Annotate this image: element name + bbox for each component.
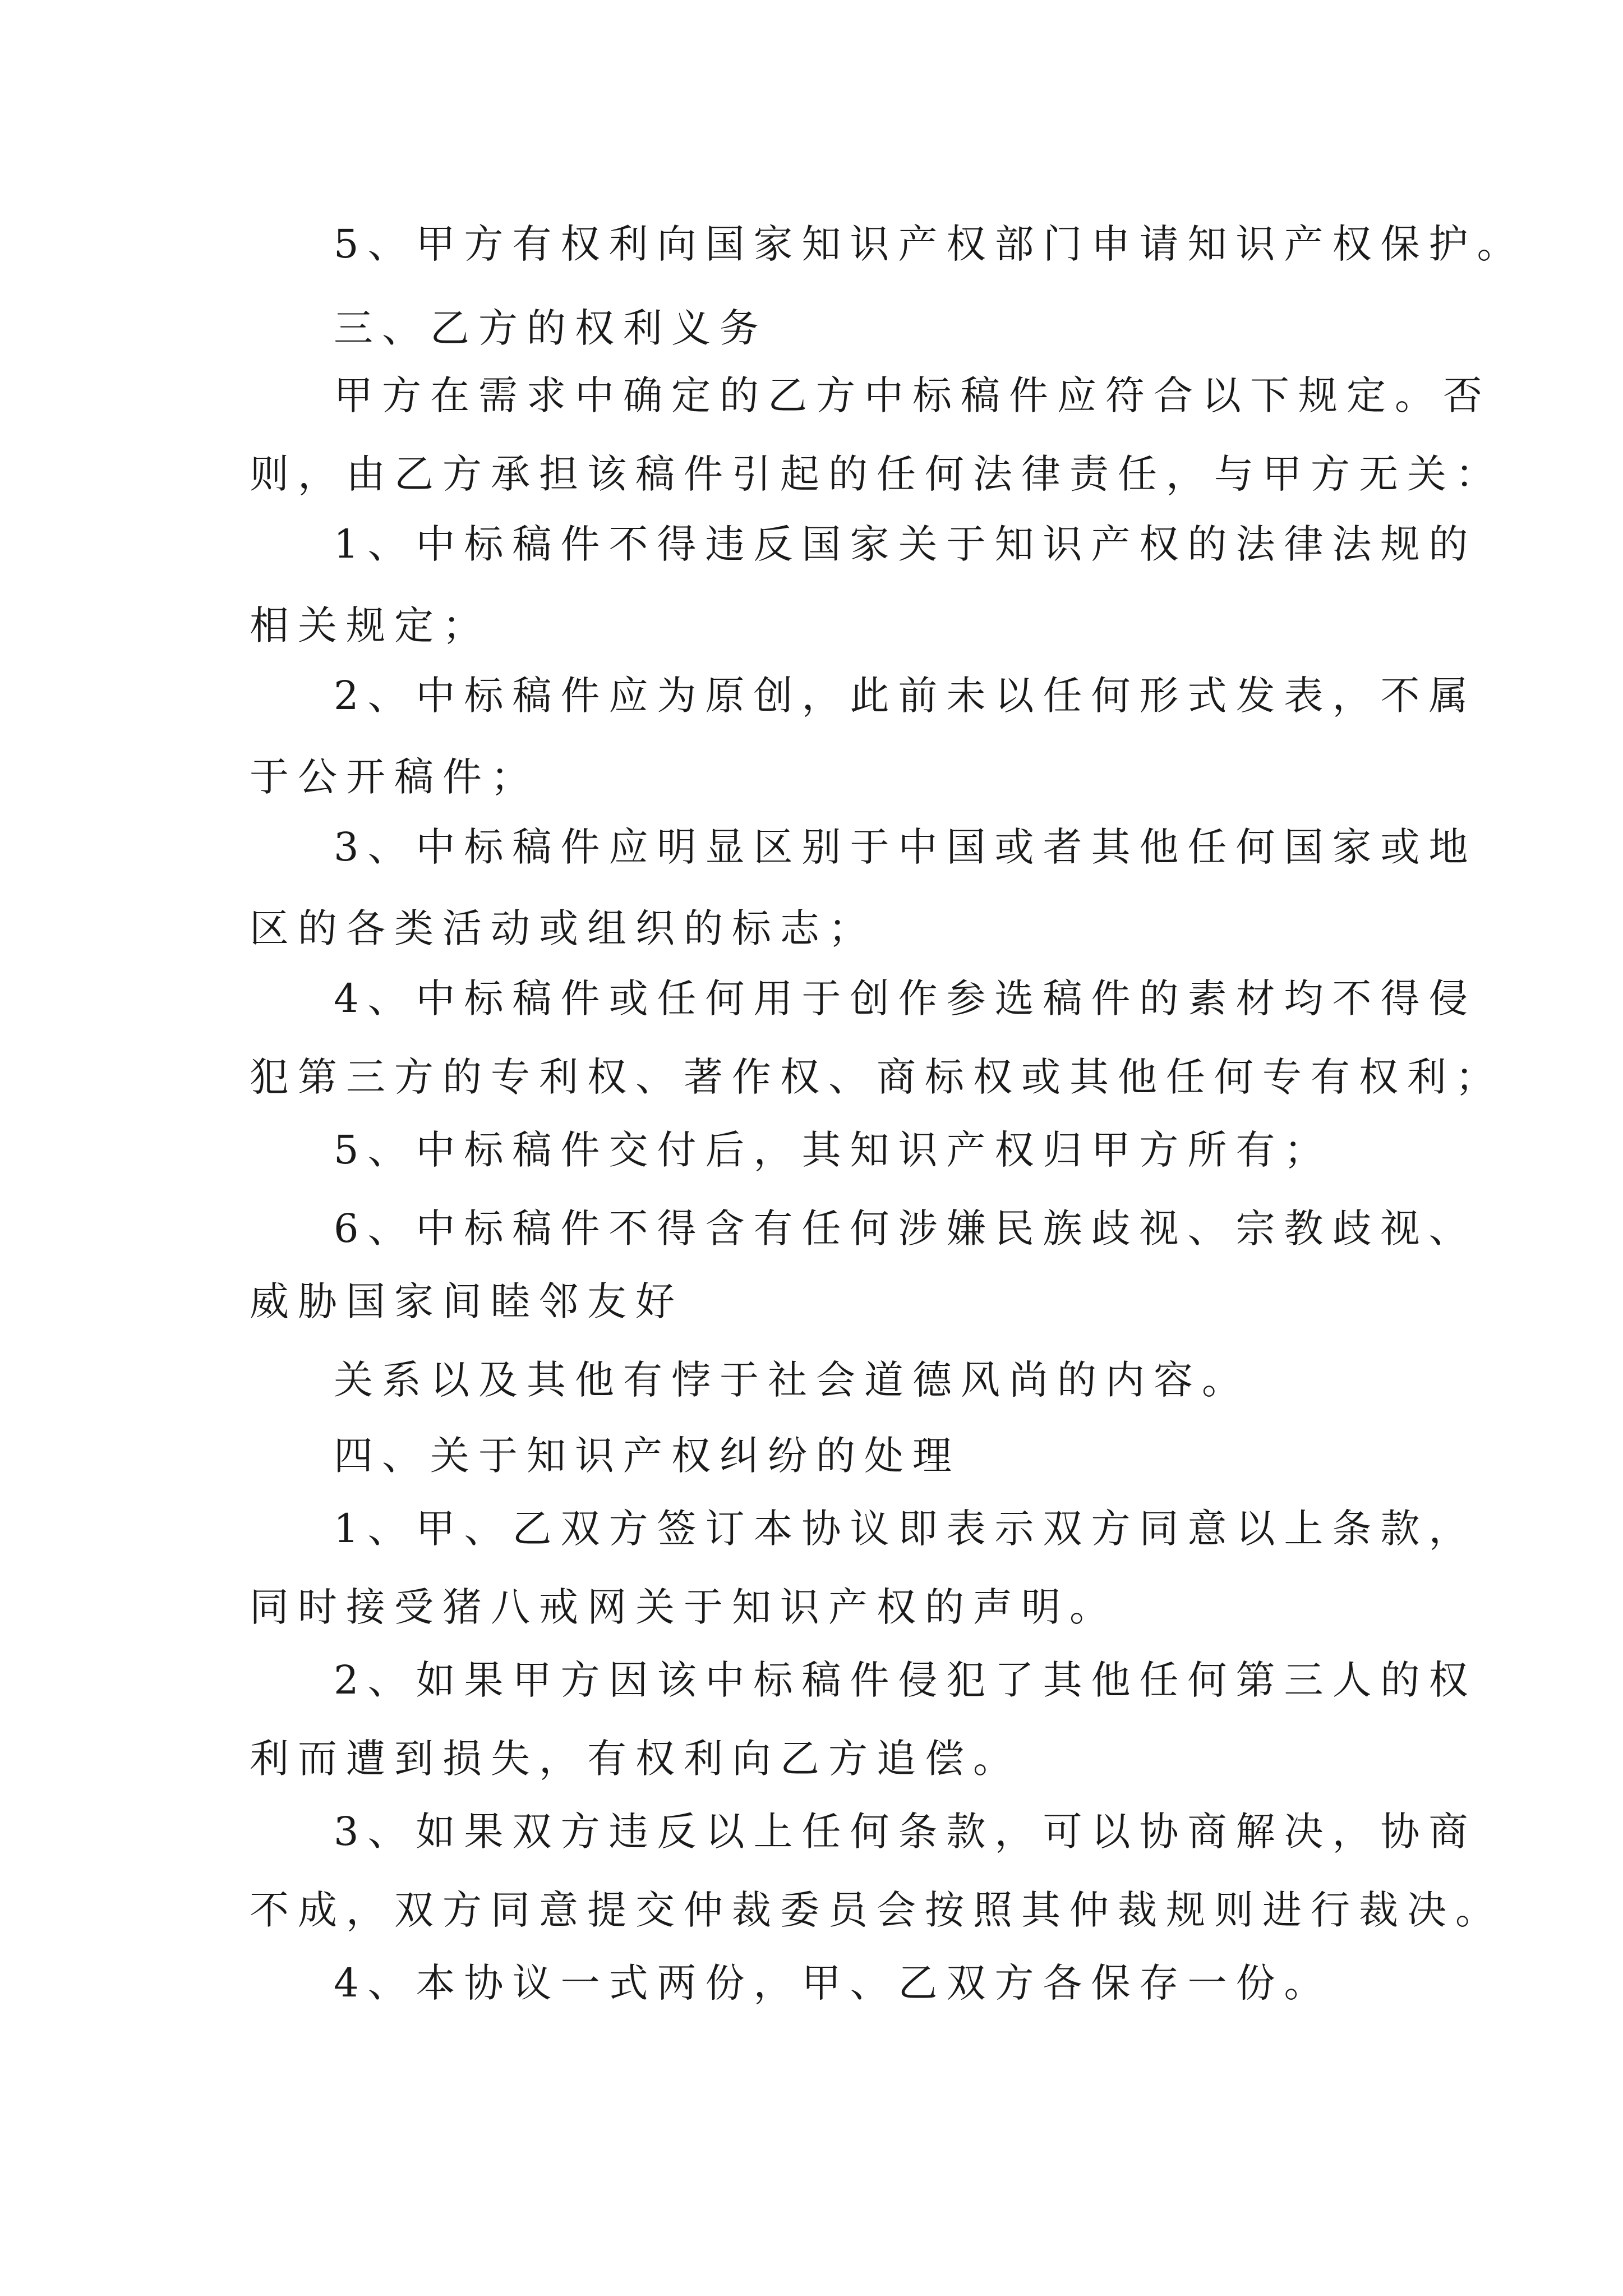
paragraph-line: 犯第三方的专利权、著作权、商标权或其他任何专有权利； [250, 1054, 1504, 1100]
paragraph-line: 3、如果双方违反以上任何条款，可以协商解决，协商 [334, 1809, 1477, 1855]
paragraph-line: 甲方在需求中确定的乙方中标稿件应符合以下规定。否 [334, 372, 1491, 418]
paragraph-line: 5、甲方有权利向国家知识产权部门申请知识产权保护。 [334, 221, 1525, 267]
paragraph-line: 相关规定； [250, 602, 491, 648]
paragraph-line: 2、中标稿件应为原创，此前未以任何形式发表，不属 [334, 673, 1477, 719]
paragraph-line: 4、中标稿件或任何用于创作参选稿件的素材均不得侵 [334, 976, 1477, 1022]
paragraph-line: 关系以及其他有悖于社会道德风尚的内容。 [334, 1357, 1250, 1403]
paragraph-line: 区的各类活动或组织的标志； [250, 905, 877, 951]
section-heading: 四、关于知识产权纠纷的处理 [334, 1433, 961, 1479]
paragraph-line: 威胁国家间睦邻友好 [250, 1278, 684, 1324]
paragraph-line: 则，由乙方承担该稿件引起的任何法律责任，与甲方无关： [250, 451, 1504, 497]
paragraph-line: 4、本协议一式两份，甲、乙双方各保存一份。 [334, 1960, 1332, 2006]
paragraph-line: 同时接受猪八戒网关于知识产权的声明。 [250, 1584, 1118, 1630]
paragraph-line: 不成，双方同意提交仲裁委员会按照其仲裁规则进行裁决。 [250, 1887, 1504, 1933]
paragraph-line: 6、中标稿件不得含有任何涉嫌民族歧视、宗教歧视、 [334, 1205, 1477, 1251]
paragraph-line: 2、如果甲方因该中标稿件侵犯了其他任何第三人的权 [334, 1657, 1477, 1703]
paragraph-line: 5、中标稿件交付后，其知识产权归甲方所有； [334, 1127, 1332, 1173]
paragraph-line: 利而遭到损失，有权利向乙方追偿。 [250, 1736, 1021, 1782]
paragraph-line: 3、中标稿件应明显区别于中国或者其他任何国家或地 [334, 824, 1477, 870]
paragraph-line: 1、中标稿件不得违反国家关于知识产权的法律法规的 [334, 521, 1477, 567]
section-heading: 三、乙方的权利义务 [334, 305, 768, 351]
paragraph-line: 于公开稿件； [250, 754, 539, 800]
paragraph-line: 1、甲、乙双方签订本协议即表示双方同意以上条款， [334, 1506, 1477, 1552]
